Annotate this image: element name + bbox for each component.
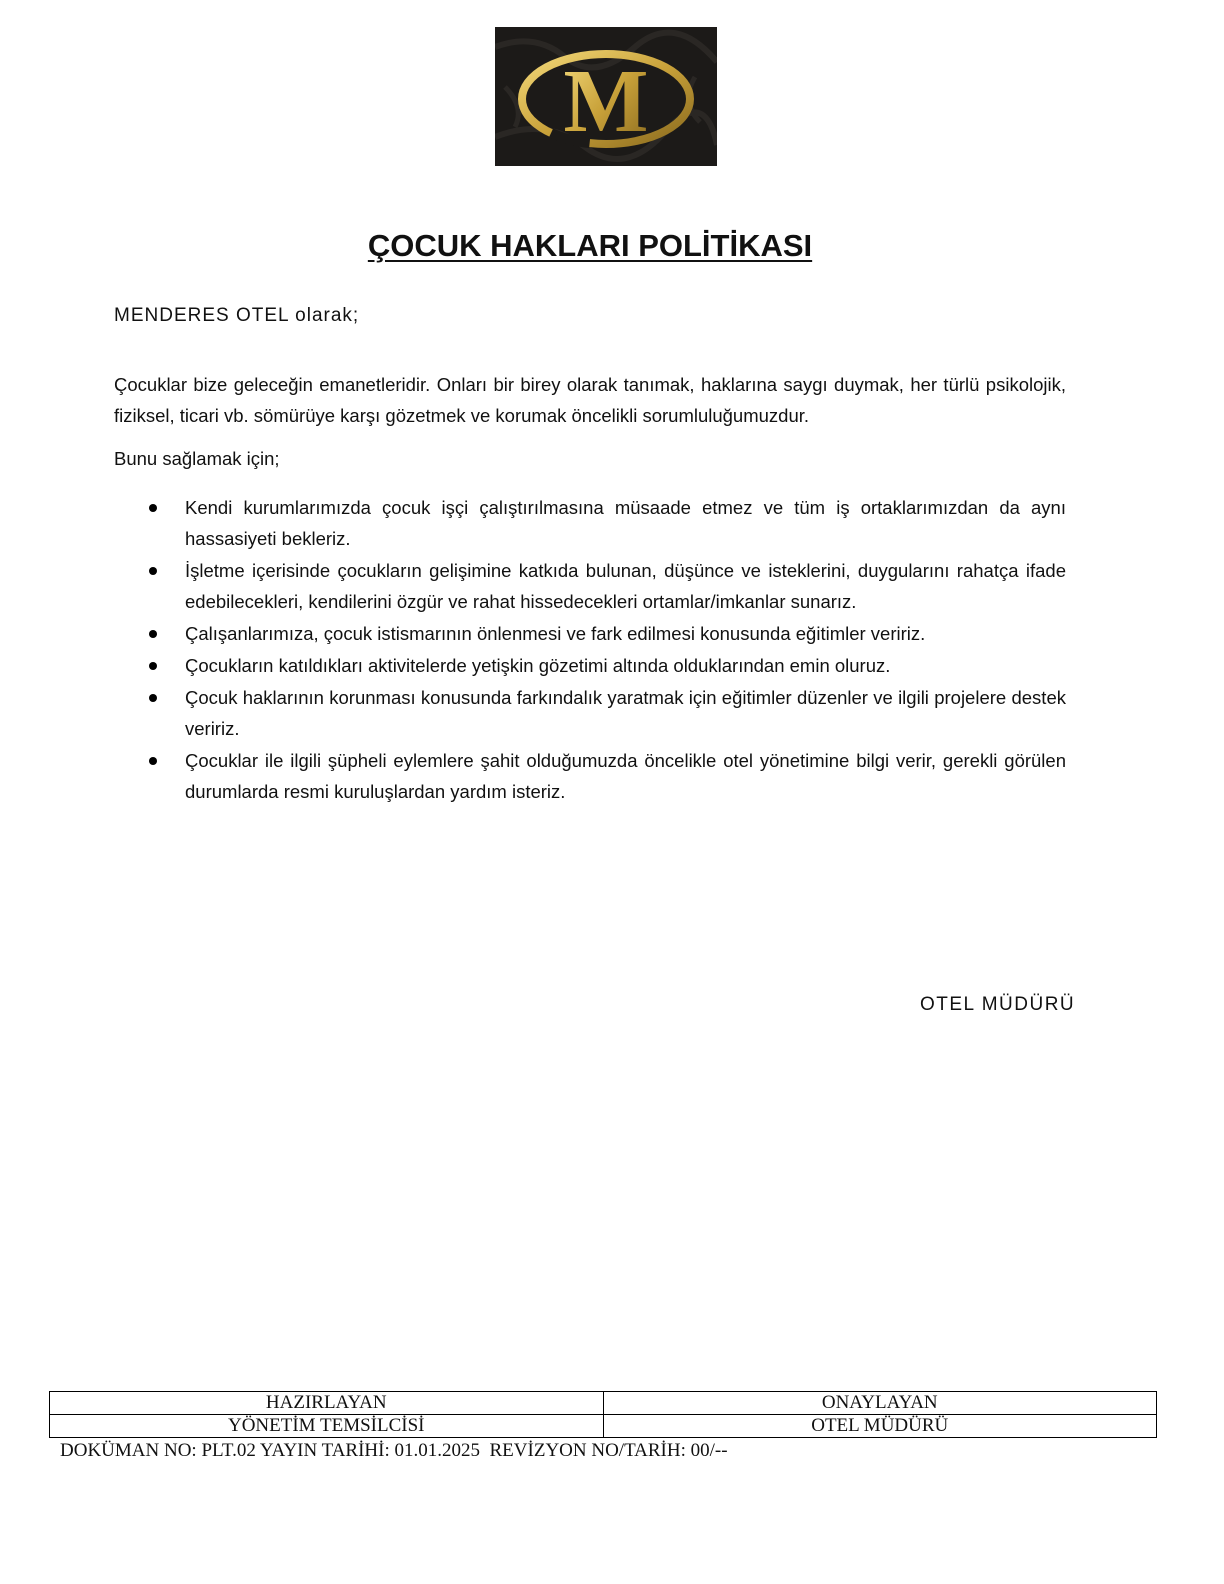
prepared-header-cell: HAZIRLAYAN: [50, 1392, 604, 1415]
list-item: [185, 682, 1066, 744]
bullet-icon: [149, 567, 157, 575]
list-item-text: Kendi kurumlarımızda çocuk işçi çalıştırılmasına müsaade etmez ve tüm iş ortaklarımızdan da aynı hassasiyeti bekleriz.: [185, 497, 1066, 549]
list-item: [185, 492, 1066, 554]
bullet-icon: [149, 504, 157, 512]
bullet-icon: [149, 630, 157, 638]
table-row: [50, 1392, 1157, 1415]
prepared-by-cell: YÖNETİM TEMSİLCİSİ: [50, 1415, 604, 1438]
document-info: DOKÜMAN NO: PLT.02 YAYIN TARİHİ: 01.01.2025 REVİZYON NO/TARİH: 00/--: [60, 1440, 728, 1461]
bullet-icon: [149, 757, 157, 765]
list-item-text: Çalışanlarımıza, çocuk istismarının önlenmesi ve fark edilmesi konusunda eğitimler veririz.: [185, 623, 926, 644]
list-item: [185, 745, 1066, 807]
list-item-text: Çocukların katıldıkları aktivitelerde yetişkin gözetimi altında olduklarından emin oluruz.: [185, 655, 891, 676]
logo-emblem-icon: [495, 27, 717, 166]
policy-list: [185, 492, 1066, 808]
list-item: [185, 650, 1066, 681]
table-row: [50, 1415, 1157, 1438]
logo-letter: M: [563, 52, 649, 151]
intro-paragraph: Çocuklar bize geleceğin emanetleridir. Onları bir birey olarak tanımak, haklarına saygı duymak, her türlü psikolojik, fiziksel, ticari vb. sömürüye karşı gözetmek ve korumak öncelikli sorumluluğumuzdur.: [114, 374, 1066, 426]
bullet-icon: [149, 694, 157, 702]
list-item: [185, 618, 1066, 649]
approved-by-cell: OTEL MÜDÜRÜ: [603, 1415, 1157, 1438]
list-item-text: Çocuklar ile ilgili şüpheli eylemlere şahit olduğumuzda öncelikle otel yönetimine bilgi verir, gerekli görülen durumlarda resmi kuruluşlardan yardım isteriz.: [185, 750, 1066, 802]
list-item-text: Çocuk haklarının korunması konusunda farkındalık yaratmak için eğitimler düzenler ve ilgili projelere destek veririz.: [185, 687, 1066, 739]
bullet-icon: [149, 662, 157, 670]
organization-line: MENDERES OTEL olarak;: [114, 305, 360, 326]
hotel-logo: [495, 27, 717, 166]
lead-in-text: Bunu sağlamak için;: [114, 448, 280, 469]
list-item: [185, 555, 1066, 617]
approved-header-cell: ONAYLAYAN: [603, 1392, 1157, 1415]
list-item-text: İşletme içerisinde çocukların gelişimine katkıda bulunan, düşünce ve isteklerini, duygularını rahatça ifade edebilecekleri, kendilerini özgür ve rahat hissedecekleri ortamlar/imkanlar sunarız.: [185, 560, 1066, 612]
page-title: ÇOCUK HAKLARI POLİTİKASI: [367, 228, 813, 263]
approval-table: [49, 1391, 1157, 1438]
signer-title: OTEL MÜDÜRÜ: [920, 994, 1076, 1015]
